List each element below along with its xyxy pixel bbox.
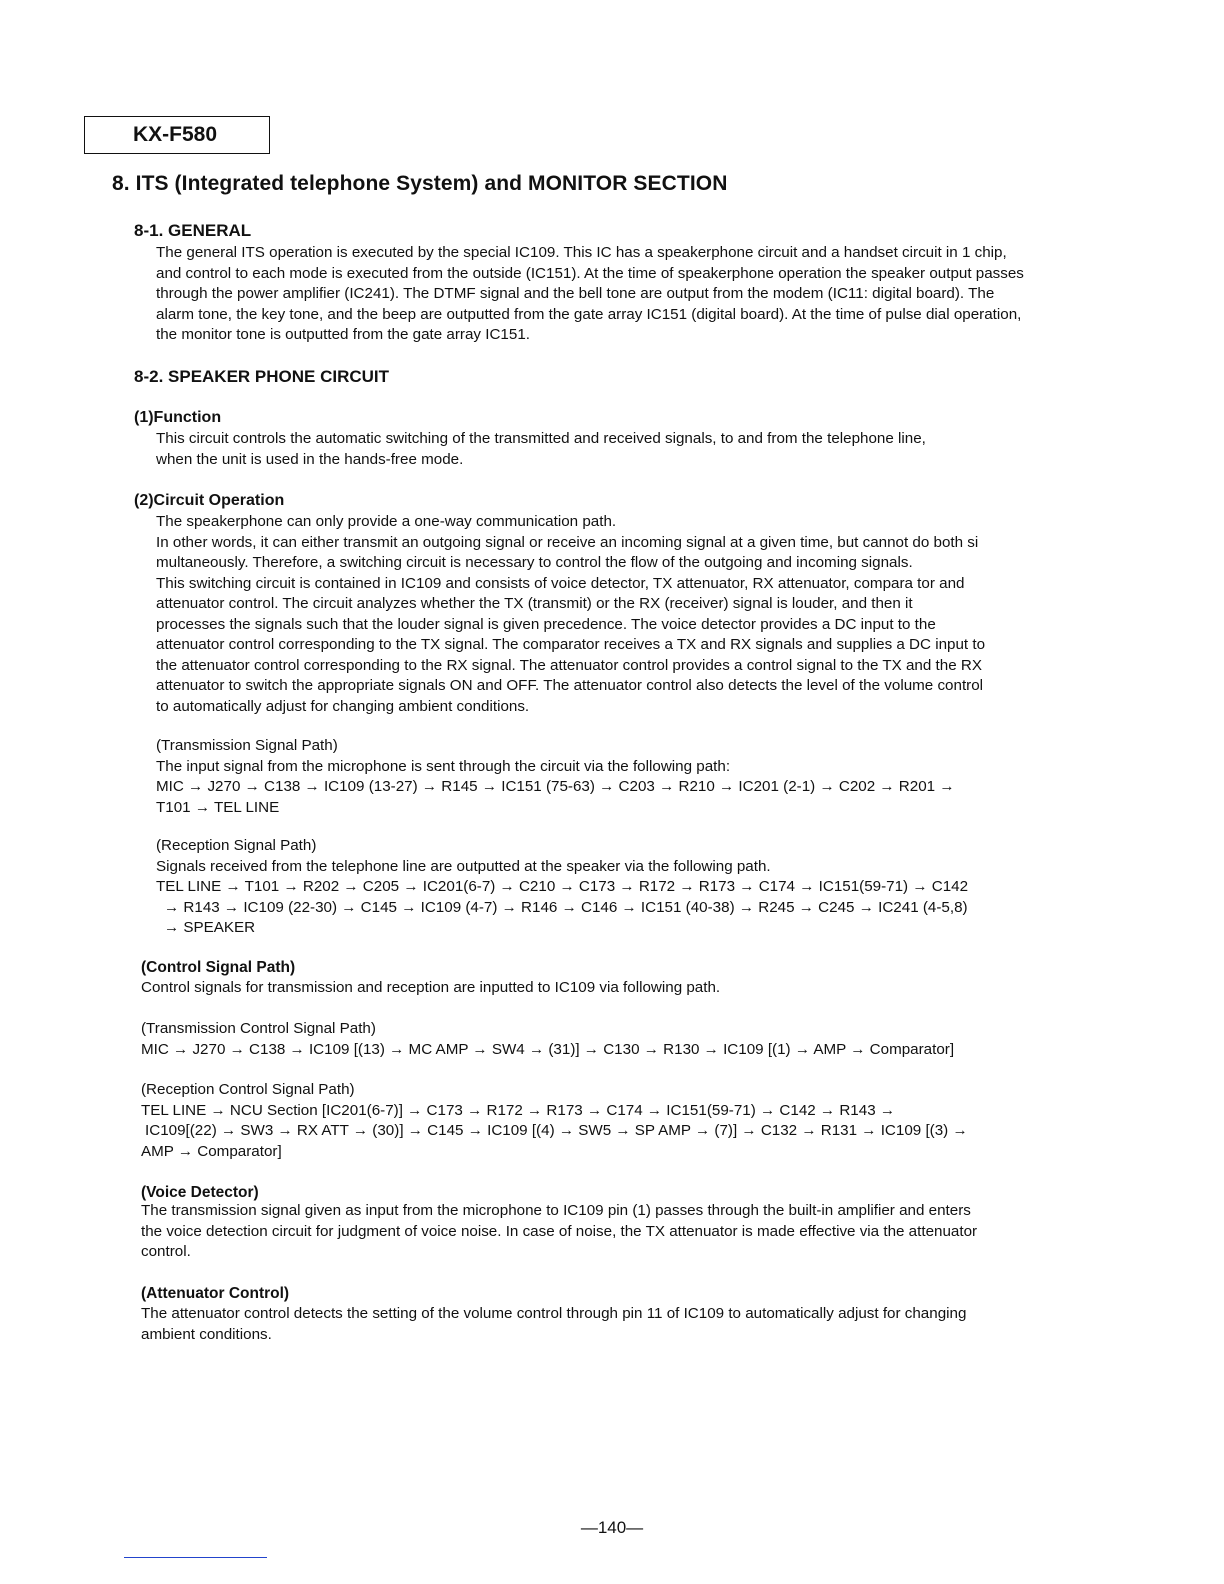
text-line: The input signal from the microphone is sent through the circuit via the following path: — [156, 757, 731, 775]
text-line: In other words, it can either transmit an outgoing signal or receive an incoming signal at a given time, but cannot do both si — [156, 533, 979, 551]
circuit-operation-heading: (2)Circuit Operation — [134, 492, 285, 509]
reception-control-path — [141, 1080, 1081, 1162]
voice-detector-heading: (Voice Detector) — [141, 1184, 259, 1201]
transmission-signal-path — [156, 736, 1080, 818]
circuit-operation-paragraph — [156, 512, 1080, 717]
page-number: —140— — [580, 1518, 644, 1537]
text-line: This switching circuit is contained in IC109 and consists of voice detector, TX attenuator, RX attenuator, compara tor and — [156, 574, 965, 592]
attenuator-control-paragraph — [141, 1304, 1081, 1345]
text-line: and control to each mode is executed from the outside (IC151). At the time of speakerphone operation the speaker output passes — [156, 264, 1024, 282]
text-line: the voice detection circuit for judgment of voice noise. In case of noise, the TX attenuator is made effective via the attenuator — [141, 1222, 978, 1240]
text-line: The general ITS operation is executed by the special IC109. This IC has a speakerphone circuit and a handset circuit in 1 chip, — [156, 244, 1007, 261]
attenuator-control-heading: (Attenuator Control) — [141, 1285, 290, 1302]
text-line: The attenuator control detects the setting of the volume control through pin 11 of IC109 to automatically adjust for changing — [141, 1305, 967, 1322]
text-line: → R143 → IC109 (22-30) → C145 → IC109 (4-7) → R146 → C146 → IC151 (40-38) → R245 → C245 → IC241 (4-5,8) — [164, 898, 968, 916]
text-line: IC109[(22) → SW3 → RX ATT → (30)] → C145 → IC109 [(4) → SW5 → SP AMP → (7)] → C132 → R131 → IC109 [(3) → — [145, 1122, 968, 1139]
text-line: TEL LINE → T101 → R202 → C205 → IC201(6-7) → C210 → C173 → R172 → R173 → C174 → IC151(59-71) → C142 — [156, 878, 969, 895]
text-line: control. — [141, 1243, 191, 1260]
transmission-control-path — [141, 1019, 1081, 1060]
text-line: The transmission signal given as input from the microphone to IC109 pin (1) passes through the built-in amplifier and enters — [141, 1202, 971, 1219]
control-signal-heading: (Control Signal Path) — [141, 959, 296, 976]
transmission-control-heading: (Transmission Control Signal Path) — [141, 1020, 376, 1037]
text-line: attenuator to switch the appropriate signals ON and OFF. The attenuator control also detects the level of the volume control — [156, 677, 984, 694]
text-line: when the unit is used in the hands-free mode. — [156, 450, 464, 468]
model-label-box: KX-F580 — [84, 116, 270, 154]
text-line: to automatically adjust for changing ambient conditions. — [156, 697, 530, 715]
text-line: T101 → TEL LINE — [156, 798, 280, 816]
section-title: 8. ITS (Integrated telephone System) and MONITOR SECTION — [112, 172, 728, 195]
text-line: ambient conditions. — [141, 1325, 272, 1343]
text-line: multaneously. Therefore, a switching circuit is necessary to control the flow of the outgoing and incoming signals. — [156, 554, 913, 571]
text-line: alarm tone, the key tone, and the beep are outputted from the gate array IC151 (digital board). At the time of pulse dial operation, — [156, 305, 1022, 323]
control-signal-paragraph — [141, 978, 1081, 999]
text-line: through the power amplifier (IC241). The DTMF signal and the bell tone are output from the modem (IC11: digital board). The — [156, 285, 995, 302]
general-paragraph — [156, 243, 1080, 346]
reception-signal-path — [156, 836, 1080, 939]
footer-rule — [124, 1557, 267, 1558]
transmission-heading: (Transmission Signal Path) — [156, 737, 338, 754]
text-line: TEL LINE → NCU Section [IC201(6-7)] → C173 → R172 → R173 → C174 → IC151(59-71) → C142 → R143 → — [141, 1101, 896, 1119]
speaker-phone-heading: 8-2. SPEAKER PHONE CIRCUIT — [134, 367, 390, 386]
reception-heading: (Reception Signal Path) — [156, 837, 317, 854]
text-line: attenuator control. The circuit analyzes whether the TX (transmit) or the RX (receiver) signal is louder, and then it — [156, 595, 913, 612]
text-line: attenuator control corresponding to the TX signal. The comparator receives a TX and RX signals and supplies a DC input to — [156, 636, 986, 653]
voice-detector-paragraph — [141, 1201, 1081, 1263]
text-line: the monitor tone is outputted from the gate array IC151. — [156, 326, 530, 343]
text-line: MIC → J270 → C138 → IC109 (13-27) → R145 → IC151 (75-63) → C203 → R210 → IC201 (2-1) → C202 → R201 → — [156, 778, 955, 795]
reception-control-heading: (Reception Control Signal Path) — [141, 1081, 355, 1098]
function-heading: (1)Function — [134, 409, 222, 426]
text-line: processes the signals such that the louder signal is given precedence. The voice detector provides a DC input to the — [156, 615, 936, 633]
text-line: AMP → Comparator] — [141, 1142, 282, 1160]
text-line: Control signals for transmission and reception are inputted to IC109 via following path. — [141, 979, 721, 996]
text-line: The speakerphone can only provide a one-way communication path. — [156, 513, 617, 530]
text-line: This circuit controls the automatic switching of the transmitted and received signals, to and from the telephone line, — [156, 430, 926, 447]
general-heading: 8-1. GENERAL — [134, 221, 252, 240]
text-line: Signals received from the telephone line are outputted at the speaker via the following path. — [156, 857, 771, 875]
function-paragraph — [156, 429, 1080, 470]
text-line: MIC → J270 → C138 → IC109 [(13) → MC AMP → SW4 → (31)] → C130 → R130 → IC109 [(1) → AMP → Comparator] — [141, 1040, 955, 1058]
text-line: → SPEAKER — [164, 919, 256, 936]
text-line: the attenuator control corresponding to the RX signal. The attenuator control provides a control signal to the TX and the RX — [156, 656, 982, 674]
